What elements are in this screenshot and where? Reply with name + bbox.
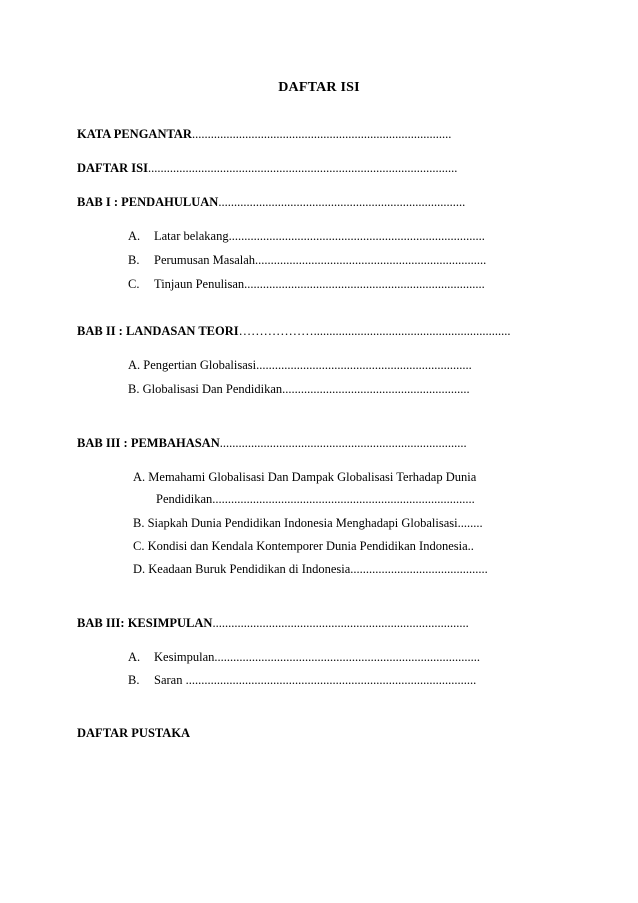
toc-leader-dots: ..................................................................................: [212, 616, 469, 630]
toc-subentry-text: Perumusan Masalah..........................................................................: [154, 253, 487, 267]
toc-heading: BAB I : PENDAHULUAN: [77, 195, 219, 209]
toc-subentry: [128, 253, 486, 268]
toc-entry-daftar-pustaka: DAFTAR PUSTAKA: [77, 726, 191, 740]
toc-subentry: C. Kondisi dan Kendala Kontemporer Dunia Pendidikan Indonesia..: [133, 539, 474, 553]
toc-entry-daftar-isi: [77, 161, 457, 176]
toc-subentry-text: Tinjaun Penulisan.............................................................................: [154, 277, 485, 291]
toc-leader-dots: ...................................................................................................: [147, 161, 458, 175]
toc-subentry: B. Globalisasi Dan Pendidikan............................................................: [128, 382, 470, 396]
toc-entry-bab-3: [77, 436, 467, 451]
toc-subentry: [128, 673, 476, 688]
toc-leader-dots: ...............................................................................: [219, 436, 467, 450]
toc-subentry: [128, 650, 480, 665]
list-marker: A.: [128, 650, 141, 664]
toc-subentry: B. Siapkah Dunia Pendidikan Indonesia Menghadapi Globalisasi........: [133, 516, 483, 530]
toc-heading: DAFTAR ISI: [77, 161, 148, 175]
toc-leader-dots: ...............................................................................: [218, 195, 466, 209]
page-title: DAFTAR ISI: [278, 80, 360, 95]
toc-heading: BAB III : PEMBAHASAN: [77, 436, 220, 450]
toc-subentry: A. Memahami Globalisasi Dan Dampak Globalisasi Terhadap Dunia: [133, 470, 477, 484]
toc-heading: BAB II : LANDASAN TEORI: [77, 324, 239, 338]
list-marker: A.: [128, 229, 141, 243]
toc-subentry: D. Keadaan Buruk Pendidikan di Indonesia............................................: [133, 562, 488, 576]
toc-subentry-continuation: Pendidikan....................................................................................: [156, 492, 475, 506]
toc-entry-kata-pengantar: [77, 127, 451, 142]
toc-subentry: [128, 229, 485, 244]
list-marker: B.: [128, 673, 140, 687]
toc-entry-kesimpulan: [77, 616, 469, 631]
toc-subentry: A. Pengertian Globalisasi.....................................................................: [128, 358, 472, 372]
toc-leader-dots: ...................................................................................: [191, 127, 452, 141]
toc-subentry: [128, 277, 485, 292]
toc-subentry-text: Kesimpulan.....................................................................................: [154, 650, 481, 664]
toc-subentry-text: Saran .............................................................................................: [154, 673, 477, 687]
list-marker: B.: [128, 253, 140, 267]
toc-entry-bab-2: [77, 324, 510, 339]
toc-leader-dots: ………………...............................................................: [238, 324, 511, 338]
toc-heading: KATA PENGANTAR: [77, 127, 192, 141]
toc-heading: BAB III: KESIMPULAN: [77, 616, 213, 630]
toc-entry-bab-1: [77, 195, 465, 210]
list-marker: C.: [128, 277, 140, 291]
toc-subentry-text: Latar belakang..................................................................................: [154, 229, 485, 243]
